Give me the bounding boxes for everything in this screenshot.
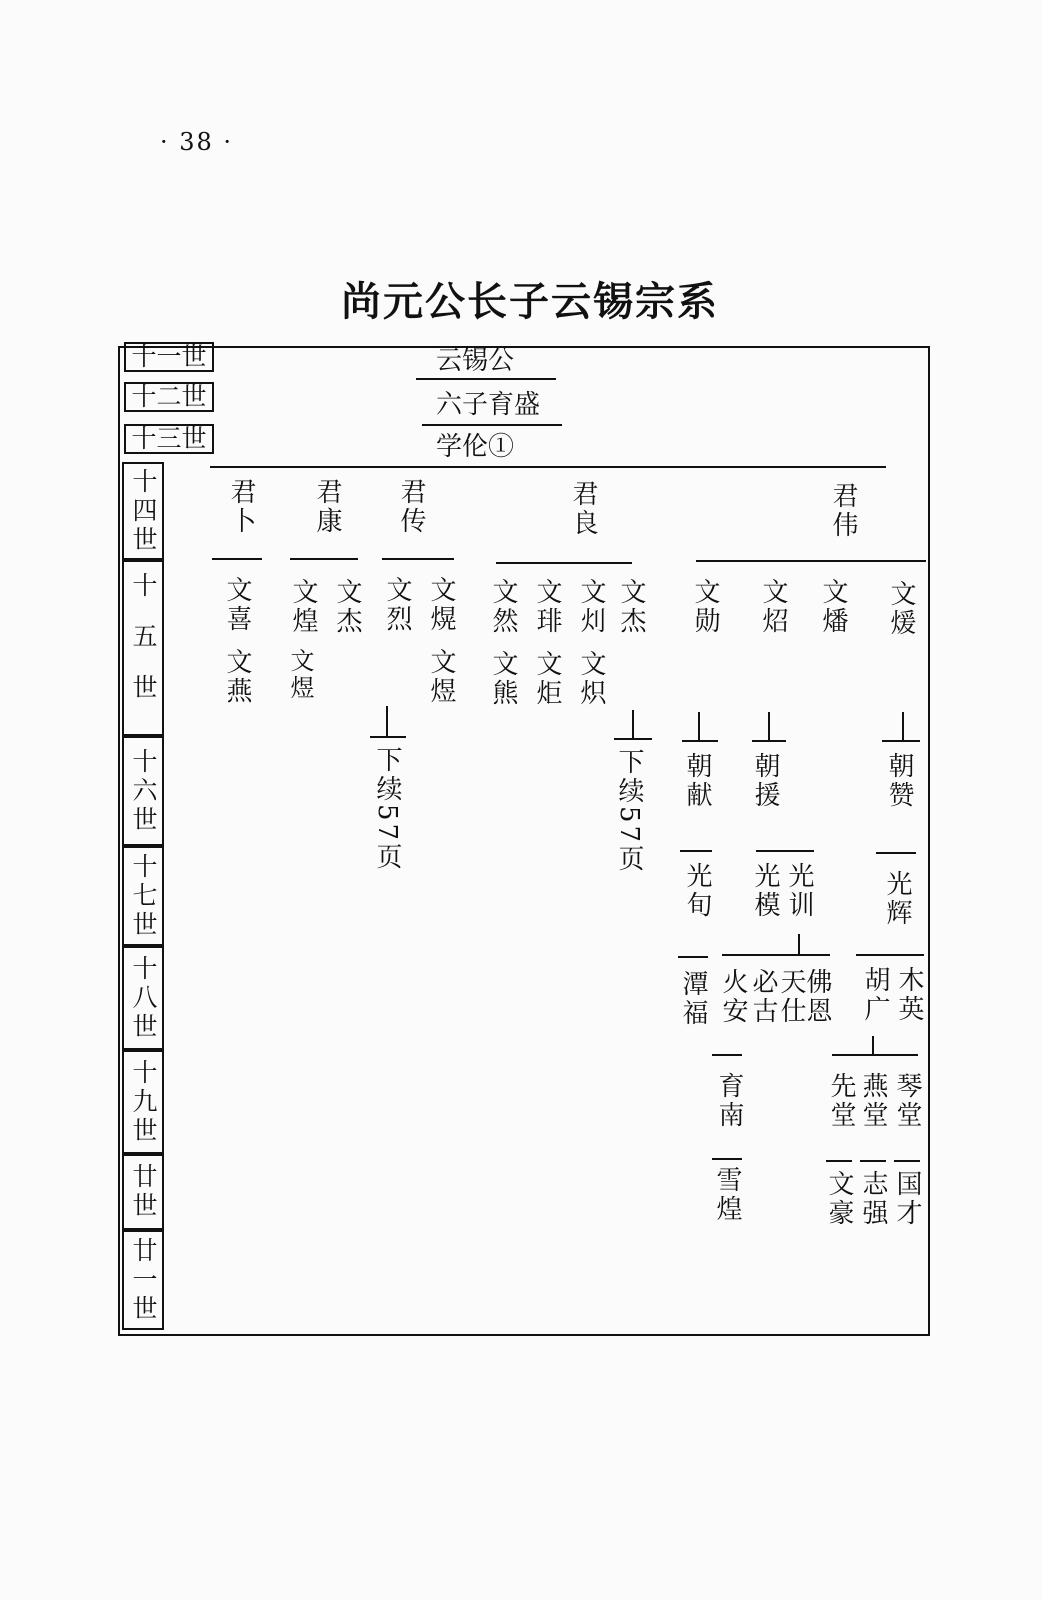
gen15-name: 文杰: [332, 578, 362, 636]
lineage-line: [614, 738, 652, 740]
lineage-line: [386, 706, 388, 738]
lineage-line: [712, 1158, 742, 1160]
lineage-line: [632, 710, 634, 740]
gen14-name: 君良: [568, 480, 598, 538]
gen20-name: 国才: [892, 1170, 922, 1228]
lineage-line: [826, 1160, 852, 1162]
gen16-name: 朝赞: [884, 752, 914, 810]
lineage-line: [712, 1054, 742, 1056]
gen15-name: 文煌: [288, 578, 318, 636]
lineage-line: [382, 558, 454, 560]
gen-label-21: 廿一世: [122, 1230, 164, 1330]
gen15-name: 文煜: [426, 648, 456, 706]
gen15-name: 文熊: [488, 650, 518, 708]
gen-label-17: 十七世: [122, 846, 164, 946]
lineage-line: [210, 466, 886, 468]
ancestor-12: 六子育盛: [436, 390, 541, 420]
lineage-line: [696, 560, 926, 562]
gen-label-19: 十九世: [122, 1050, 164, 1154]
gen18-name: 火安: [718, 968, 748, 1026]
gen-label-18: 十八世: [122, 946, 164, 1050]
gen-label-20: 廿世: [122, 1154, 164, 1230]
lineage-line: [370, 736, 406, 738]
gen18-name: 潭福: [678, 970, 708, 1028]
gen17-name: 光训: [784, 862, 814, 920]
gen-label-15: 十五世: [122, 560, 164, 736]
gen16-name: 朝援: [750, 752, 780, 810]
generation-column: [118, 342, 207, 1336]
gen17-name: 光辉: [882, 870, 912, 928]
gen15-name: 文燔: [818, 578, 848, 636]
lineage-line: [860, 1160, 886, 1162]
gen18-name: 必古: [748, 968, 778, 1026]
gen15-name: 文煜: [286, 648, 314, 702]
gen15-name: 文炬: [532, 650, 562, 708]
lineage-line: [678, 956, 708, 958]
gen-label-13: 十三世: [124, 424, 214, 454]
gen14-name: 君卜: [226, 478, 256, 536]
gen20-name: 文豪: [824, 1170, 854, 1228]
lineage-line: [416, 378, 556, 380]
page-title: 尚元公长子云锡宗系: [341, 279, 719, 325]
lineage-line: [682, 740, 718, 742]
gen15-name: 文喜: [222, 576, 252, 634]
gen20-name: 雪煌: [712, 1166, 742, 1224]
gen19-name: 育南: [714, 1072, 744, 1130]
lineage-line: [496, 562, 632, 564]
lineage-line: [872, 1036, 874, 1056]
lineage-line: [832, 1054, 918, 1056]
gen-label-16: 十六世: [122, 736, 164, 846]
lineage-line: [752, 740, 786, 742]
gen18-name: 佛恩: [802, 968, 832, 1026]
gen15-name: 文勋: [690, 578, 720, 636]
gen15-name: 文琲: [532, 578, 562, 636]
continued-note: 下续57页: [372, 746, 402, 873]
gen17-name: 光模: [750, 862, 780, 920]
lineage-line: [798, 934, 800, 956]
gen15-name: 文烈: [382, 576, 412, 634]
ancestor-11: 云锡公: [436, 346, 515, 376]
gen14-name: 君伟: [828, 482, 858, 540]
gen16-name: 朝献: [682, 752, 712, 810]
lineage-line: [882, 740, 920, 742]
lineage-line: [768, 712, 770, 742]
page-number: · 38 ·: [160, 128, 234, 156]
gen15-name: 文炽: [576, 650, 606, 708]
gen15-name: 文灲: [576, 578, 606, 636]
gen19-name: 先堂: [826, 1072, 856, 1130]
gen15-name: 文然: [488, 578, 518, 636]
gen15-name: 文炤: [758, 578, 788, 636]
gen15-name: 文熀: [426, 576, 456, 634]
gen14-name: 君康: [312, 478, 342, 536]
lineage-line: [902, 712, 904, 742]
gen15-name: 文杰: [616, 578, 646, 636]
lineage-line: [894, 1160, 920, 1162]
gen18-name: 胡广: [860, 966, 890, 1024]
lineage-line: [212, 558, 262, 560]
gen18-name: 木英: [894, 966, 924, 1024]
gen15-name: 文燕: [222, 648, 252, 706]
gen15-name: 文煖: [886, 580, 916, 638]
lineage-line: [856, 954, 924, 956]
gen19-name: 燕堂: [858, 1072, 888, 1130]
gen14-name: 君传: [396, 478, 426, 536]
lineage-line: [756, 850, 814, 852]
gen-label-12: 十二世: [124, 382, 214, 412]
lineage-line: [876, 852, 916, 854]
lineage-line: [722, 954, 830, 956]
lineage-line: [680, 850, 712, 852]
continued-note: 下续57页: [614, 748, 644, 875]
gen-label-11: 十一世: [124, 342, 214, 372]
ancestor-13: 学伦①: [436, 432, 515, 462]
gen18-name: 天仕: [776, 968, 806, 1026]
lineage-line: [698, 712, 700, 742]
gen-label-14: 十四世: [122, 462, 164, 560]
gen19-name: 琴堂: [892, 1072, 922, 1130]
lineage-line: [422, 424, 562, 426]
gen20-name: 志强: [858, 1170, 888, 1228]
lineage-line: [290, 558, 358, 560]
gen17-name: 光旬: [682, 862, 712, 920]
